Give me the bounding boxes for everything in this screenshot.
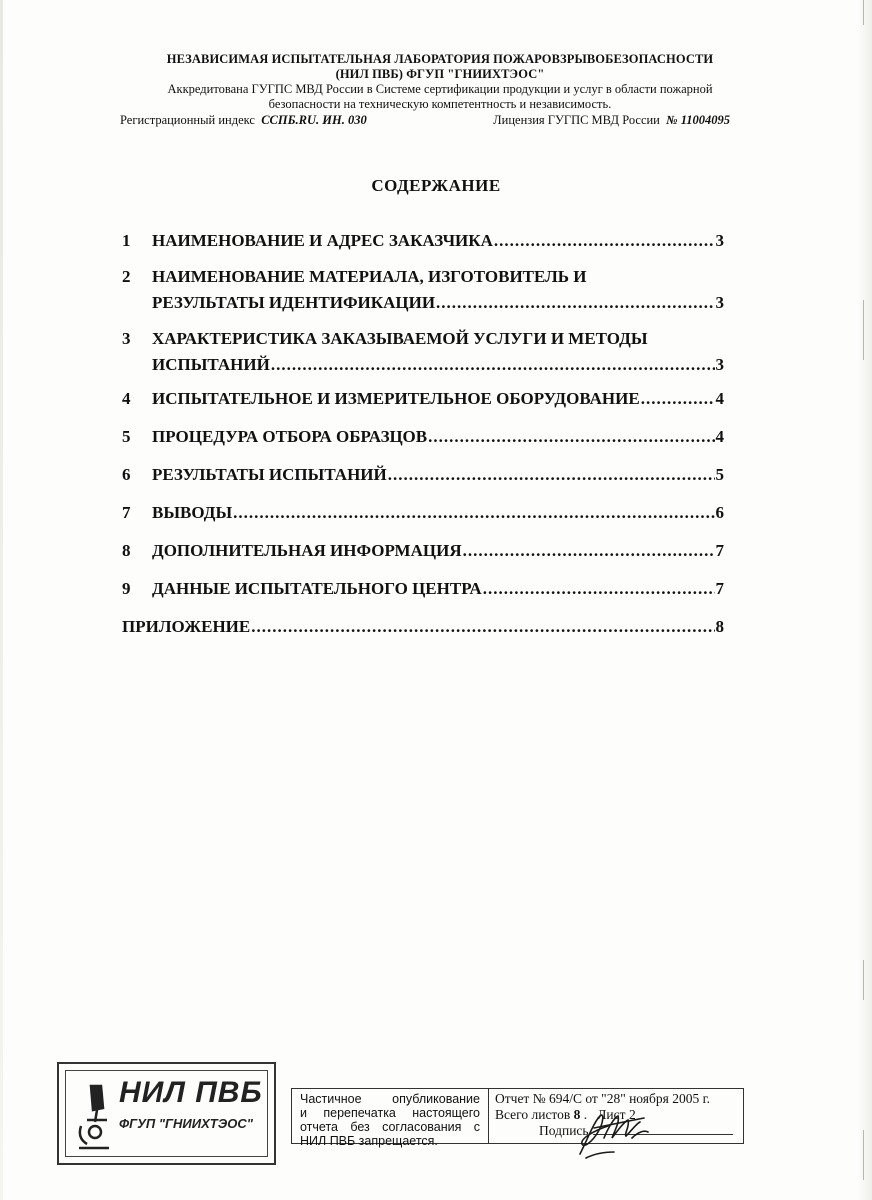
- report-number: Отчет № 694/С от "28" ноября 2005 г.: [495, 1091, 710, 1106]
- toc-leader-dots: [494, 228, 715, 254]
- lab-stamp: [57, 1062, 276, 1165]
- sheets-label: Всего листов: [495, 1107, 571, 1122]
- toc-item-label: ИСПЫТАТЕЛЬНОЕ И ИЗМЕРИТЕЛЬНОЕ ОБОРУДОВАНИЕ: [152, 389, 640, 408]
- toc-leader-dots: [251, 614, 714, 640]
- toc-leader-dots: [436, 290, 714, 316]
- toc-page-number: 4: [715, 427, 724, 446]
- toc-item-line: [152, 538, 724, 564]
- handwritten-signature: [574, 1108, 654, 1160]
- signature-label: Подпись: [539, 1123, 589, 1138]
- copyright-notice: [292, 1089, 489, 1148]
- registration-value: ССПБ.RU. ИН. 030: [261, 113, 367, 127]
- microscope-icon: [73, 1082, 113, 1154]
- toc-item-number: 6: [122, 465, 131, 484]
- toc-item-label: ПРИЛОЖЕНИЕ: [122, 617, 251, 636]
- toc-leader-dots: [483, 576, 715, 602]
- notice-line: отчета без согласования с: [300, 1120, 480, 1134]
- lab-abbreviation: (НИЛ ПВБ) ФГУП "ГНИИХТЭОС": [335, 67, 545, 81]
- toc-item-label: ВЫВОДЫ: [152, 503, 233, 522]
- toc-leader-dots: [641, 386, 715, 412]
- toc-page-number: 7: [715, 579, 724, 598]
- license-value: № 11004095: [666, 113, 730, 127]
- toc-page-number: 7: [715, 541, 724, 560]
- registration-row: [100, 112, 780, 128]
- toc-page-number: 3: [715, 231, 724, 250]
- toc-item-number: 7: [122, 503, 131, 522]
- sheets-total: 8: [573, 1107, 581, 1122]
- toc-item-line: [152, 228, 724, 254]
- toc-item-label: ПРОЦЕДУРА ОТБОРА ОБРАЗЦОВ: [152, 427, 428, 446]
- toc-item-number: 1: [122, 231, 131, 250]
- registration-index: [120, 112, 367, 128]
- toc-leader-dots: [428, 424, 714, 450]
- stamp-subtitle: ФГУП "ГНИИХТЭОС": [119, 1116, 253, 1131]
- toc-title: СОДЕРЖАНИЕ: [371, 176, 501, 195]
- toc-item-number: 8: [122, 541, 131, 560]
- toc-item-label: ДАННЫЕ ИСПЫТАТЕЛЬНОГО ЦЕНТРА: [152, 579, 482, 598]
- document-header: [100, 52, 780, 128]
- sheet-number: 2: [628, 1107, 636, 1122]
- toc-leader-dots: [233, 500, 714, 526]
- toc-item-line: [152, 500, 724, 526]
- notice-line: и перепечатка настоящего: [300, 1106, 480, 1120]
- toc-item-label: НАИМЕНОВАНИЕ МАТЕРИАЛА, ИЗГОТОВИТЕЛЬ И: [152, 267, 587, 286]
- toc-item-line: [152, 576, 724, 602]
- toc-item-label: ДОПОЛНИТЕЛЬНАЯ ИНФОРМАЦИЯ: [152, 541, 462, 560]
- notice-line: НИЛ ПВБ запрещается.: [300, 1134, 438, 1148]
- notice-line: Частичное опубликование: [300, 1092, 480, 1106]
- toc-leader-dots: [463, 538, 715, 564]
- toc-page-number: 3: [715, 355, 724, 374]
- toc-item-line: [152, 424, 724, 450]
- scan-mark: [863, 0, 864, 25]
- toc-item-label-continued: ИСПЫТАНИЙ: [152, 355, 270, 374]
- toc-item-line: [152, 462, 724, 488]
- toc-page-number: 6: [715, 503, 724, 522]
- toc-leader-dots: [388, 462, 715, 488]
- toc-item-line: [152, 290, 724, 316]
- toc-item-label: ХАРАКТЕРИСТИКА ЗАКАЗЫВАЕМОЙ УСЛУГИ И МЕТОДЫ: [152, 329, 648, 348]
- registration-label: Регистрационный индекс: [120, 113, 255, 127]
- toc-item-line: [152, 264, 724, 290]
- toc-item-number: 9: [122, 579, 131, 598]
- scan-mark: [863, 960, 864, 1000]
- lab-name: НЕЗАВИСИМАЯ ИСПЫТАТЕЛЬНАЯ ЛАБОРАТОРИЯ ПОЖАРОВЗРЫВОБЕЗОПАСНОСТИ: [166, 52, 714, 66]
- accreditation-line-2: безопасности на техническую компетентность и независимость.: [268, 97, 612, 111]
- toc-item-line: [152, 352, 724, 378]
- license-label: Лицензия ГУГПС МВД России: [493, 113, 660, 127]
- toc-page-number: 8: [715, 617, 724, 636]
- toc-item-label: НАИМЕНОВАНИЕ И АДРЕС ЗАКАЗЧИКА: [152, 231, 493, 250]
- accreditation-line-1: Аккредитована ГУГПС МВД России в Системе сертификации продукции и услуг в области пожарной: [167, 82, 713, 96]
- toc-page-number: 3: [715, 293, 724, 312]
- stamp-title: НИЛ ПВБ: [119, 1076, 263, 1109]
- toc-item-line: [152, 386, 724, 412]
- toc-item-label: РЕЗУЛЬТАТЫ ИСПЫТАНИЙ: [152, 465, 387, 484]
- toc-page-number: 4: [715, 389, 724, 408]
- sheet-label: Лист: [597, 1107, 626, 1122]
- toc-leader-dots: [271, 352, 715, 378]
- scan-mark: [863, 300, 864, 360]
- toc-item-number: 2: [122, 267, 131, 286]
- sheets-row: Всего листов 8 . Лист 2: [495, 1107, 636, 1122]
- toc-item-label-continued: РЕЗУЛЬТАТЫ ИДЕНТИФИКАЦИИ: [152, 293, 436, 312]
- toc-item-line: [152, 326, 724, 352]
- toc-item-line: [122, 614, 724, 640]
- toc-item-number: 5: [122, 427, 131, 446]
- footer-box: [291, 1088, 744, 1148]
- license: [493, 112, 730, 128]
- toc-page-number: 5: [715, 465, 724, 484]
- toc-item-number: 3: [122, 329, 131, 348]
- toc-item-number: 4: [122, 389, 131, 408]
- scan-mark: [863, 1130, 864, 1180]
